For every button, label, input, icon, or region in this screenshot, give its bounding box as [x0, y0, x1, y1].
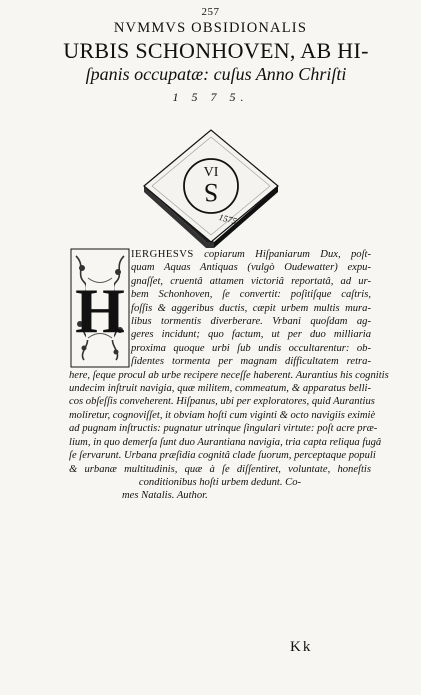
text-line-content: moliretur, cognoviſſet, it obviam hoſti cum viginti & octo navigiis eximiè	[69, 409, 376, 421]
coin-legend-top: VI	[203, 165, 219, 180]
text-line-content: undecim inſtruit navigia, quæ militem, commeatum, & apparatus belli-	[69, 383, 371, 395]
text-line	[69, 436, 382, 449]
text-line-content: cos obſeſſis conveherent. Hiſpanus, ubi per exploratores, quid Aurantius	[69, 396, 375, 408]
ornamental-initial	[70, 248, 130, 368]
text-line	[69, 489, 371, 502]
text-line-content: proxima quoque urbi ſub undis occultarentur: ob-	[131, 342, 371, 354]
text-line	[69, 463, 371, 476]
text-line	[69, 369, 389, 382]
text-line-content: copiarum Hiſpaniarum Dux, poſt-	[193, 249, 371, 260]
text-line	[69, 449, 376, 462]
text-line-content: gnaſſet, cruentâ attamen victoriâ reportatâ, ad ur-	[131, 275, 371, 287]
text-line-content: conditionibus hoſti urbem dedunt. Co-	[138, 476, 302, 488]
text-line-content: foſſis & aggeribus ductis, cæpit urbem multis mura-	[131, 302, 371, 314]
catchword: Kk	[290, 639, 313, 655]
coin-legend-year: 1575	[217, 211, 238, 227]
text-line	[69, 409, 376, 422]
siege-coin-illustration	[136, 126, 286, 250]
text-line-content: ſidentes tormenta per magnam difficultatem retra-	[131, 356, 371, 368]
text-line-content: here, ſeque procul ab urbe recipere neceſſe haberent. Aurantius his cognitis	[69, 369, 389, 381]
text-line-content: bem Schonhoven, ſe convertit: poſitiſque caſtris,	[131, 289, 371, 301]
text-line	[69, 422, 378, 435]
page-title: URBIS SCHONHOVEN, AB HI-	[63, 38, 369, 63]
text-line	[69, 382, 371, 395]
text-line-content: & urbanæ multitudinis, quæ à ſe diſſentiret, voluntate, honeſtis	[69, 463, 371, 475]
text-line-content: ſe ſervarunt. Urbana præſidia cognitâ clade ſuorum, perceptaque populi	[69, 450, 376, 462]
text-line-content: mes Natalis. Author.	[122, 490, 208, 502]
small-caps-name: IERGHESVS	[131, 249, 194, 260]
drop-cap-letter: H	[75, 275, 125, 346]
text-line-content: ad pugnam inſtructis: pugnatur utrinque ſingulari virtute: poſt acre præ-	[69, 423, 378, 435]
page-subtitle: ſpanis occupatæ: cuſus Anno Chriſti	[85, 64, 347, 84]
text-line-content: libus tormentis diverberare. Vrbani quoſdam ag-	[131, 316, 371, 328]
text-line-content: quam Aquas Antiquas (vulgò Oudewatter) expu-	[131, 262, 371, 274]
text-line-content: geres incidunt; quo factum, ut per duo milliaria	[131, 329, 371, 341]
text-line	[69, 395, 375, 408]
year-line: 1 5 7 5.	[172, 90, 249, 104]
coin-legend-mid: S	[203, 178, 219, 207]
text-line-content: lium, in quo demerſa ſunt duo Aurantiana navigia, tria capta reliqua fugâ	[69, 436, 382, 448]
page-headline: NVMMVS OBSIDIONALIS	[113, 20, 308, 36]
page-number: 257	[201, 6, 220, 18]
text-line	[69, 476, 371, 489]
